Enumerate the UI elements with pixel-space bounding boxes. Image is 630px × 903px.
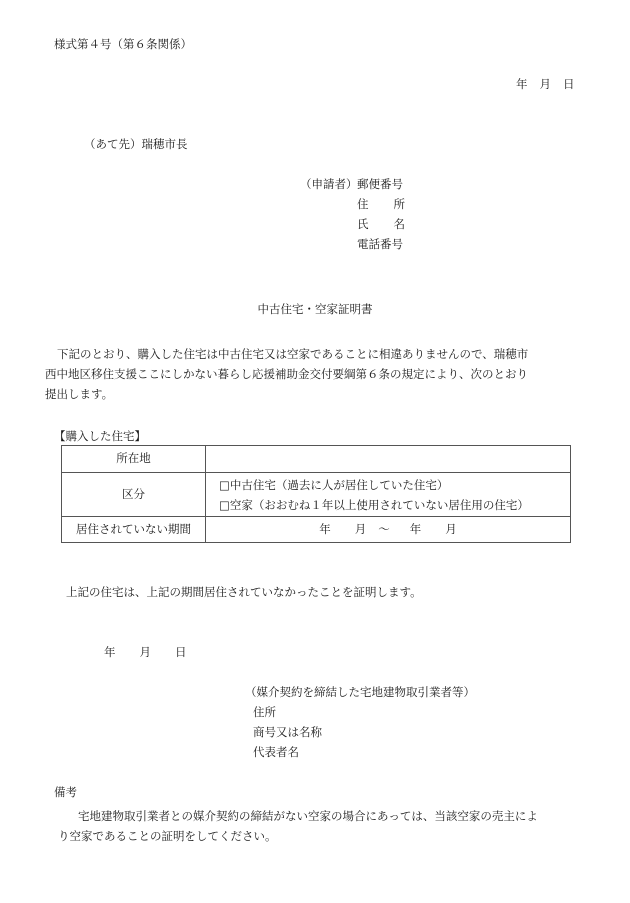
- date-month-label: 月: [139, 645, 151, 659]
- date-year-label: 年: [104, 645, 116, 659]
- date-month-label: 月: [539, 77, 551, 91]
- applicant-phone-label: 電話番号: [357, 237, 403, 251]
- applicant-postal-code-label: 郵便番号: [357, 177, 403, 191]
- body-paragraph: [45, 344, 585, 404]
- table-row-category: [62, 473, 571, 517]
- period-start-month: 月: [354, 521, 367, 536]
- body-line-3: 提出します。: [45, 387, 114, 401]
- option-used-house-checkbox[interactable]: □中古住宅（過去に人が居住していた住宅）: [219, 477, 449, 492]
- category-options: [206, 473, 571, 517]
- category-header: 区分: [62, 473, 206, 517]
- location-value[interactable]: [206, 446, 571, 473]
- purchased-house-table: [61, 445, 571, 543]
- remarks-line-1: 宅地建物取引業者との媒介契約の締結がない空家の場合にあっては、当該空家の売主によ: [78, 809, 538, 823]
- agent-representative-label: 代表者名: [253, 745, 299, 759]
- date-top: [516, 79, 575, 91]
- period-end-year: 年: [409, 521, 422, 536]
- agent-trade-name-label: 商号又は名称: [253, 725, 322, 739]
- vacancy-period-header: 居住されていない期間: [62, 517, 206, 543]
- remarks-label: 備考: [54, 785, 77, 799]
- table-row-location: [62, 446, 571, 473]
- remarks-text: [54, 806, 574, 846]
- agent-heading: （媒介契約を締結した宅地建物取引業者等）: [245, 685, 475, 699]
- certification-statement: 上記の住宅は、上記の期間居住されていなかったことを証明します。: [66, 585, 422, 599]
- date-bottom: [104, 647, 187, 659]
- applicant-address-label: 住 所: [357, 197, 405, 211]
- agent-address-label: 住所: [253, 705, 276, 719]
- date-day-label: 日: [175, 645, 187, 659]
- document-title: 中古住宅・空家証明書: [257, 302, 373, 316]
- vacancy-period-value[interactable]: [206, 517, 571, 543]
- period-start-year: 年: [319, 521, 331, 536]
- date-year-label: 年: [516, 77, 528, 91]
- location-header: 所在地: [62, 446, 206, 473]
- period-separator: ～: [378, 521, 390, 536]
- applicant-label: （申請者）: [300, 177, 358, 191]
- applicant-name-label: 氏 名: [357, 217, 405, 231]
- period-end-month: 月: [445, 521, 457, 536]
- form-number: 様式第４号（第６条関係）: [54, 37, 192, 51]
- table-row-vacancy-period: [62, 517, 571, 543]
- section-label: 【購入した住宅】: [54, 429, 146, 443]
- option-vacant-house-checkbox[interactable]: □空家（おおむね１年以上使用されていない居住用の住宅）: [219, 497, 529, 512]
- addressee: （あて先）瑞穂市長: [84, 137, 188, 151]
- date-day-label: 日: [563, 77, 575, 91]
- remarks-line-2: り空家であることの証明をしてください。: [58, 829, 277, 843]
- body-line-1: 下記のとおり、購入した住宅は中古住宅又は空家であることに相違ありませんので、瑞穂市: [57, 347, 529, 361]
- body-line-2: 西中地区移住支援ここにしかない暮らし応援補助金交付要綱第６条の規定により、次のとおり: [45, 367, 528, 381]
